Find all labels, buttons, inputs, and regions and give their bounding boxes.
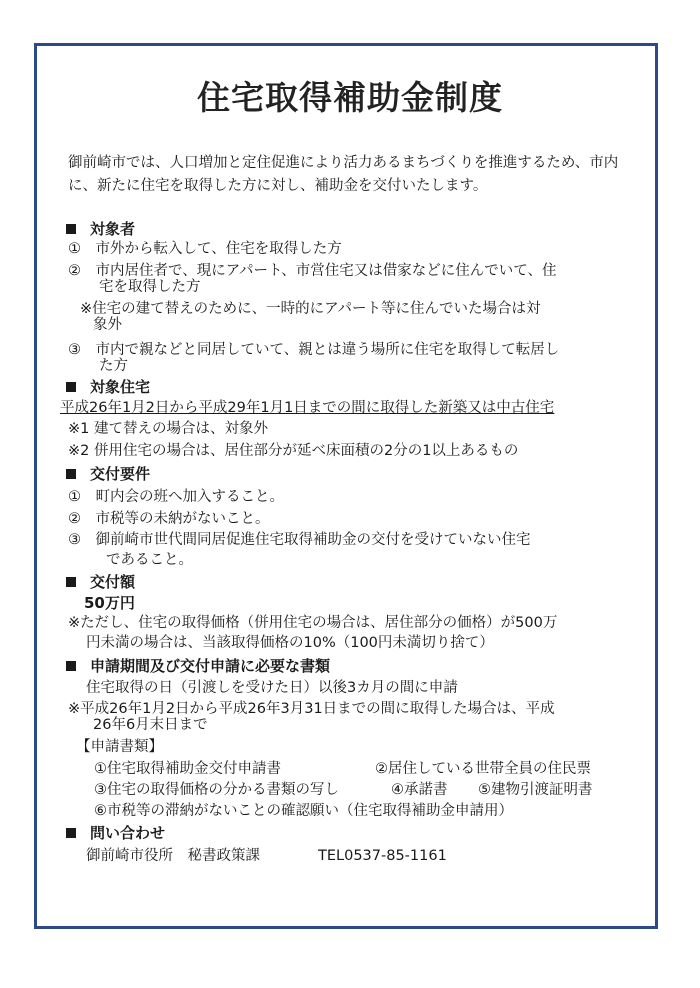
target-persons-note-line-1: ※住宅の建て替えのために、一時的にアパート等に住んでいた場合は対 [80, 301, 541, 317]
application-doc-6: ⑥市税等の滞納がないことの確認願い（住宅取得補助金申請用） [94, 803, 513, 819]
requirements-item-3-line-2: であること。 [106, 552, 193, 568]
application-note-line-2: 26年6月末日まで [93, 717, 208, 733]
target-persons-item-3-line-2: た方 [99, 358, 128, 374]
contact-tel: TEL0537-85-1161 [318, 848, 447, 864]
intro-paragraph: 御前崎市では、人口増加と定住促進により活力あるまちづくりを推進するため、市内に、新たに住宅を取得した方に対し、補助金を交付いたします。 [68, 155, 619, 194]
target-persons-item-1: ① 市外から転入して、住宅を取得した方 [68, 241, 342, 257]
heading-amount: 交付額 [66, 573, 135, 591]
target-house-period: 平成26年1月2日から平成29年1月1日までの間に取得した新築又は中古住宅 [60, 400, 555, 416]
heading-target-persons: 対象者 [66, 220, 135, 238]
square-bullet-icon [66, 224, 76, 234]
application-doc-5: ⑤建物引渡証明書 [478, 782, 593, 798]
application-docs-heading: 【申請書類】 [76, 739, 163, 755]
requirements-item-3-line-1: ③ 御前崎市世代間同居促進住宅取得補助金の交付を受けていない住宅 [68, 532, 531, 548]
requirements-item-2: ② 市税等の未納がないこと。 [68, 511, 270, 527]
heading-requirements: 交付要件 [66, 465, 150, 483]
page-title: 住宅取得補助金制度 [197, 78, 503, 117]
application-doc-3: ③住宅の取得価格の分かる書類の写し [94, 782, 339, 798]
requirements-item-1: ① 町内会の班へ加入すること。 [68, 489, 284, 505]
application-doc-2: ②居住している世帯全員の住民票 [375, 761, 591, 777]
square-bullet-icon [66, 828, 76, 838]
contact-office: 御前崎市役所 秘書政策課 [86, 848, 260, 864]
target-house-note-1: ※1 建て替えの場合は、対象外 [68, 421, 268, 437]
application-note-line-1: ※平成26年1月2日から平成26年3月31日までの間に取得した場合は、平成 [68, 701, 555, 717]
heading-application: 申請期間及び交付申請に必要な書類 [66, 657, 330, 675]
square-bullet-icon [66, 661, 76, 671]
amount-value: 50万円 [84, 594, 135, 612]
target-house-note-2: ※2 併用住宅の場合は、居住部分が延べ床面積の2分の1以上あるもの [68, 443, 519, 459]
square-bullet-icon [66, 382, 76, 392]
target-persons-note-line-2: 象外 [93, 317, 122, 333]
application-doc-4: ④承諾書 [391, 782, 448, 798]
target-persons-item-2-line-2: 宅を取得した方 [99, 279, 201, 295]
target-persons-item-2-line-1: ② 市内居住者で、現にアパート、市営住宅又は借家などに住んでいて、住 [68, 263, 557, 279]
heading-target-house: 対象住宅 [66, 378, 150, 396]
amount-note-line-2: 円未満の場合は、当該取得価格の10%（100円未満切り捨て） [86, 635, 494, 651]
square-bullet-icon [66, 577, 76, 587]
application-period: 住宅取得の日（引渡しを受けた日）以後3カ月の間に申請 [86, 680, 458, 696]
square-bullet-icon [66, 469, 76, 479]
heading-contact: 問い合わせ [66, 824, 165, 842]
application-doc-1: ①住宅取得補助金交付申請書 [94, 761, 281, 777]
target-persons-item-3-line-1: ③ 市内で親などと同居していて、親とは違う場所に住宅を取得して転居し [68, 342, 560, 358]
amount-note-line-1: ※ただし、住宅の取得価格（併用住宅の場合は、居住部分の価格）が500万 [68, 615, 558, 631]
